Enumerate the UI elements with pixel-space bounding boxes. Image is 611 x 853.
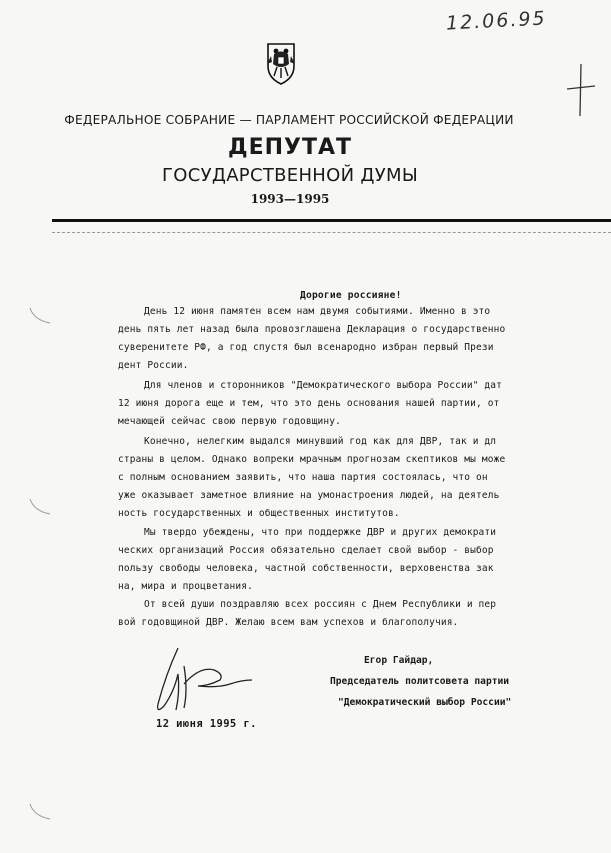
paragraph-5: [118, 596, 611, 632]
text-line: пользу свободы человека, частной собственности, верховенства зак: [118, 563, 494, 574]
text-line: мечающей сейчас свою первую годовщину.: [118, 416, 342, 427]
text-line: От всей души поздравляю всех россиян с Днем Республики и пер: [144, 599, 497, 610]
text-line: Конечно, нелегким выдался минувший год как для ДВР, так и дл: [144, 436, 497, 447]
document-subtitle: ГОСУДАРСТВЕННОЙ ДУМЫ: [161, 165, 419, 186]
text-line: ность государственных и общественных институтов.: [118, 508, 400, 519]
text-line: День 12 июня памятен всем нам двумя событиями. Именно в это: [144, 306, 491, 317]
text-line: 12 июня дорога еще и тем, что это день основания нашей партии, от: [118, 398, 500, 409]
text-line: с полным основанием заявить, что наша партия состоялась, что он: [118, 472, 488, 483]
paragraph-1: [118, 303, 611, 375]
handwritten-date: 12.06.95: [445, 7, 548, 35]
signature-block: [330, 650, 511, 713]
signatory-position: Председатель политсовета партии: [330, 676, 510, 687]
handwritten-plus-mark: [566, 62, 596, 118]
text-line: страны в целом. Однако вопреки мрачным прогнозам скептиков мы може: [118, 454, 506, 465]
text-line: Для членов и сторонников "Демократического выбора России" дат: [144, 380, 503, 391]
letter-date: 12 июня 1995 г.: [156, 718, 257, 730]
coat-of-arms-icon: [262, 40, 300, 86]
handwritten-signature: [148, 644, 258, 716]
binder-hole-mark: [26, 800, 52, 822]
text-line: Мы твердо убеждены, что при поддержке ДВР и других демократи: [144, 527, 497, 538]
text-line: день пять лет назад была провозглашена Декларация о государственно: [118, 324, 506, 335]
paragraph-4: [118, 524, 611, 596]
text-line: суверенитете РФ, а год спустя был всенародно избран первый Прези: [118, 342, 494, 353]
paragraph-3: [118, 433, 611, 523]
convocation-years: 1993—1995: [250, 192, 330, 206]
document-title: ДЕПУТАТ: [227, 135, 353, 160]
signatory-party: "Демократический выбор России": [338, 697, 512, 708]
text-line: вой годовщиной ДВР. Желаю всем вам успехов и благополучия.: [118, 617, 459, 628]
binder-hole-mark: [26, 304, 52, 326]
parliament-header: ФЕДЕРАЛЬНОЕ СОБРАНИЕ — ПАРЛАМЕНТ РОССИЙСКОЙ ФЕДЕРАЦИИ: [64, 113, 514, 127]
text-line: на, мира и процветания.: [118, 581, 253, 592]
header-rule: [52, 219, 611, 222]
paragraph-2: [118, 377, 611, 431]
text-line: уже оказывает заметное влияние на умонастроения людей, на деятель: [118, 490, 500, 501]
signatory-name: Егор Гайдар,: [364, 655, 434, 666]
text-line: ческих организаций Россия обязательно сделает свой выбор - выбор: [118, 545, 494, 556]
header-rule-thin: [52, 232, 611, 233]
binder-hole-mark: [26, 495, 52, 517]
text-line: дент России.: [118, 360, 189, 371]
letter-greeting: Дорогие россияне!: [300, 290, 402, 301]
